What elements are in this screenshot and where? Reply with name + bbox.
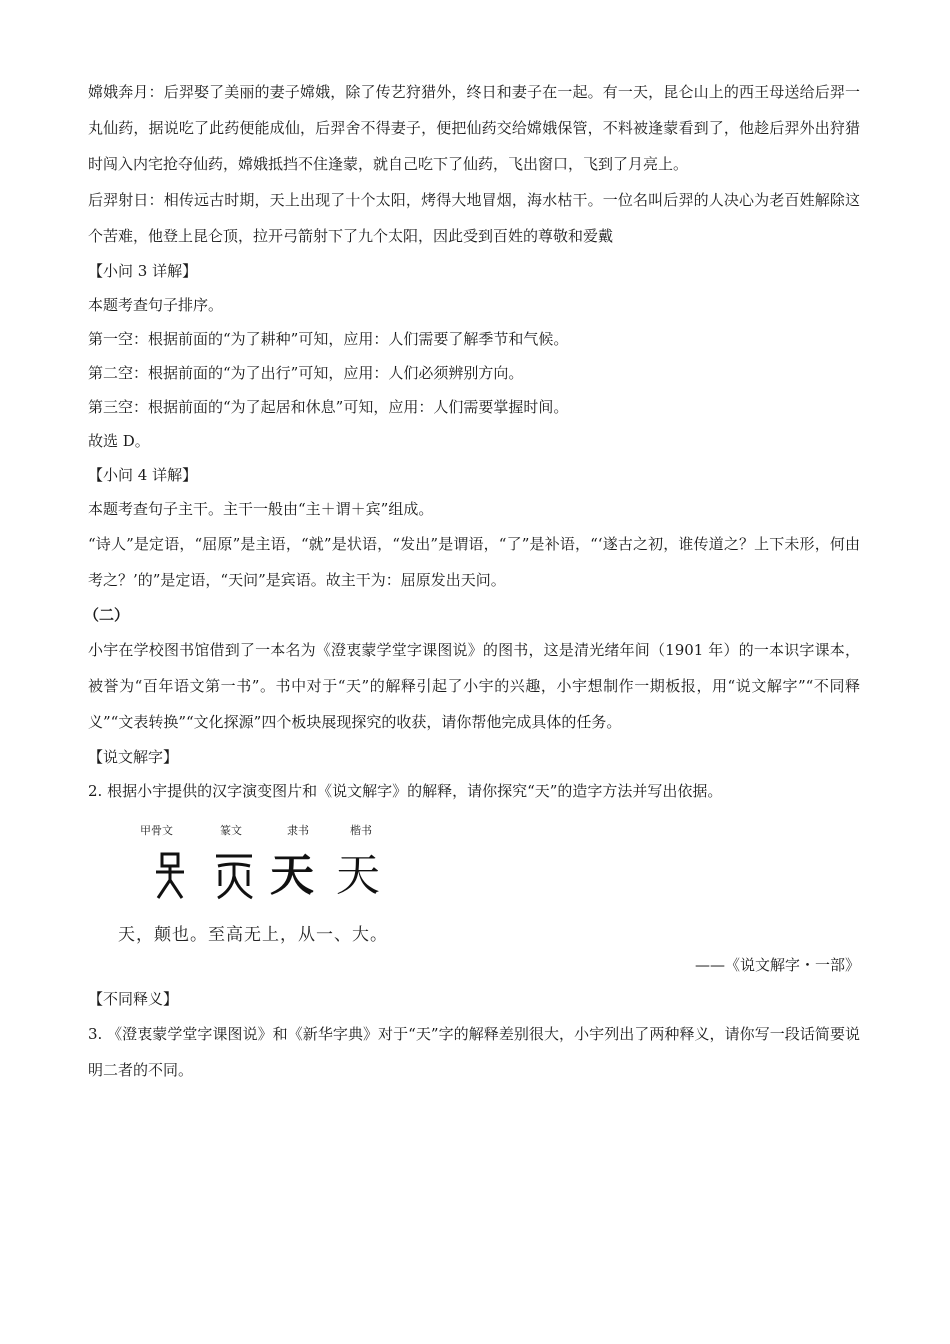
q3-line-2: 第一空：根据前面的“为了耕种”可知，应用：人们需要了解季节和气候。 bbox=[88, 330, 569, 348]
document-page bbox=[84, 74, 860, 1088]
q3-line-1: 本题考查句子排序。 bbox=[88, 296, 224, 314]
clerical-script-tian: 天 bbox=[270, 850, 314, 901]
q3-line-4: 第三空：根据前面的“为了起居和休息”可知，应用：人们需要掌握时间。 bbox=[88, 398, 569, 416]
section-two-title: （二） bbox=[84, 606, 130, 624]
shuowen-quote: 天，颠也。至高无上，从一、大。 bbox=[118, 925, 388, 945]
character-evolution-figure bbox=[88, 812, 860, 945]
shuowen-source: ——《说文解字・一部》 bbox=[694, 956, 860, 974]
shuowen-question: 2. 根据小宇提供的汉字演变图片和《说文解字》的解释，请你探究“天”的造字方法并写出依据。 bbox=[88, 782, 723, 800]
oracle-bone-tian-icon bbox=[146, 850, 198, 902]
label-seal-script: 篆文 bbox=[220, 824, 242, 837]
q4-line-1: 本题考查句子主干。主干一般由“主＋谓＋宾”组成。 bbox=[88, 500, 434, 518]
label-clerical-script: 隶书 bbox=[287, 824, 309, 837]
script-labels bbox=[140, 822, 400, 842]
label-oracle-bone: 甲骨文 bbox=[140, 824, 173, 837]
butong-heading: 【不同释义】 bbox=[88, 990, 179, 1008]
label-regular-script: 楷书 bbox=[350, 824, 372, 837]
regular-script-tian: 天 bbox=[336, 850, 380, 901]
shuowen-heading: 【说文解字】 bbox=[88, 748, 179, 766]
q3-line-5: 故选 D。 bbox=[88, 432, 150, 450]
paragraph-houyi-shoots-suns: 后羿射日：相传远古时期，天上出现了十个太阳，烤得大地冒烟，海水枯干。一位名叫后羿的人决心为老百姓解除这个苦难，他登上昆仑顶，拉开弓箭射下了九个太阳，因此受到百姓的尊敬和爱戴 bbox=[88, 191, 860, 245]
glyph-row bbox=[146, 850, 396, 906]
paragraph-change-flees-to-moon: 嫦娥奔月：后羿娶了美丽的妻子嫦娥，除了传艺狩猎外，终日和妻子在一起。有一天，昆仑山上的西王母送给后羿一丸仙药，据说吃了此药便能成仙，后羿舍不得妻子，便把仙药交给嫦娥保管，不料被逢蒙看到了，他趁后羿外出狩猎时闯入内宅抢夺仙药，嫦娥抵挡不住逢蒙，就自己吃下了仙药，飞出窗口，飞到了月亮上。 bbox=[88, 83, 860, 173]
q4-line-2: “诗人”是定语，“屈原”是主语，“就”是状语，“发出”是谓语，“了”是补语，“‘遂古之初，谁传道之？上下未形，何由考之？’的”是定语，“天问”是宾语。故主干为：屈原发出天问。 bbox=[88, 535, 860, 589]
section-two-intro: 小宇在学校图书馆借到了一本名为《澄衷蒙学堂字课图说》的图书，这是清光绪年间（1901 年）的一本识字课本，被誉为“百年语文第一书”。书中对于“天”的解释引起了小宇的兴趣，小宇想制作一期板报，用“说文解字”“不同释义”“文表转换”“文化探源”四个板块展现探究的收获，请你帮他完成具体的任务。 bbox=[88, 641, 860, 731]
q3-heading: 【小问 3 详解】 bbox=[88, 262, 198, 280]
seal-script-tian-icon bbox=[208, 850, 260, 902]
q3-line-3: 第二空：根据前面的“为了出行”可知，应用：人们必须辨别方向。 bbox=[88, 364, 524, 382]
butong-question: 3. 《澄衷蒙学堂字课图说》和《新华字典》对于“天”字的解释差别很大，小宇列出了两种释义，请你写一段话简要说明二者的不同。 bbox=[88, 1025, 860, 1079]
q4-heading: 【小问 4 详解】 bbox=[88, 466, 198, 484]
